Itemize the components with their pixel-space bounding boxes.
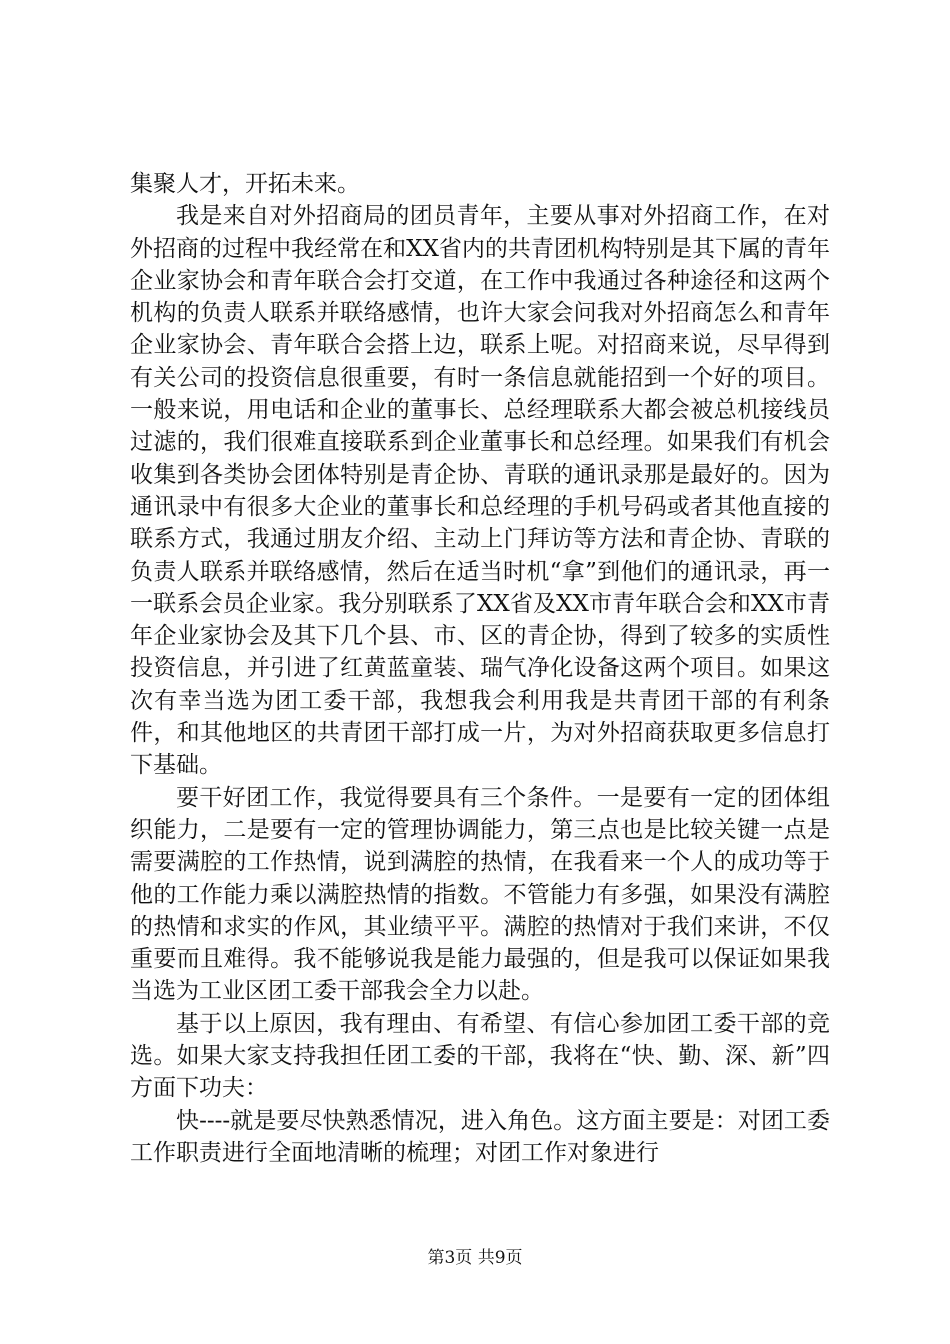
paragraph-investment-work: 我是来自对外招商局的团员青年，主要从事对外招商工作，在对外招商的过程中我经常在和XX省内的共青团机构特别是其下属的青年企业家协会和青年联合会打交道，在工作中我通过各种途径和这两个机构的负责人联系并联络感情，也许大家会问我对外招商怎么和青年企业家协会、青年联合会搭上边，联系上呢。对招商来说，尽早得到有关公司的投资信息很重要，有时一条信息就能招到一个好的项目。一般来说，用电话和企业的董事长、总经理联系大都会被总机接线员过滤的，我们很难直接联系到企业董事长和总经理。如果我们有机会收集到各类协会团体特别是青企协、青联的通讯录那是最好的。因为通讯录中有很多大企业的董事长和总经理的手机号码或者其他直接的联系方式，我通过朋友介绍、主动上门拜访等方法和青企协、青联的负责人联系并联络感情，然后在适当时机“拿”到他们的通讯录，再一一联系会员企业家。我分别联系了XX省及XX市青年联合会和XX市青年企业家协会及其下几个县、市、区的青企协，得到了较多的实质性投资信息，并引进了红黄蓝童装、瑞气净化设备这两个项目。如果这次有幸当选为团工委干部，我想我会利用我是共青团干部的有利条件，和其他地区的共青团干部打成一片，为对外招商获取更多信息打下基础。 (130, 203, 830, 779)
paragraph-three-conditions: 要干好团工作，我觉得要具有三个条件。一是要有一定的团体组织能力，二是要有一定的管理协调能力，第三点也是比较关键一点是需要满腔的工作热情，说到满腔的热情，在我看来一个人的成功等于他的工作能力乘以满腔热情的指数。不管能力有多强，如果没有满腔的热情和求实的作风，其业绩平平。满腔的热情对于我们来讲，不仅重要而且难得。我不能够说我是能力最强的，但是我可以保证如果我当选为工业区团工委干部我会全力以赴。 (130, 784, 830, 1005)
paragraph-continuation: 集聚人才，开拓未来。 (130, 171, 360, 197)
document-body (130, 168, 830, 1169)
page-number-footer: 第3页 共9页 (427, 1248, 523, 1268)
paragraph-fast: 快----就是要尽快熟悉情况，进入角色。这方面主要是：对团工委工作职责进行全面地清晰的梳理；对团工作对象进行 (130, 1107, 830, 1166)
paragraph-reasons: 基于以上原因，我有理由、有希望、有信心参加团工委干部的竞选。如果大家支持我担任团工委的干部，我将在“快、勤、深、新”四方面下功夫： (130, 1010, 830, 1102)
